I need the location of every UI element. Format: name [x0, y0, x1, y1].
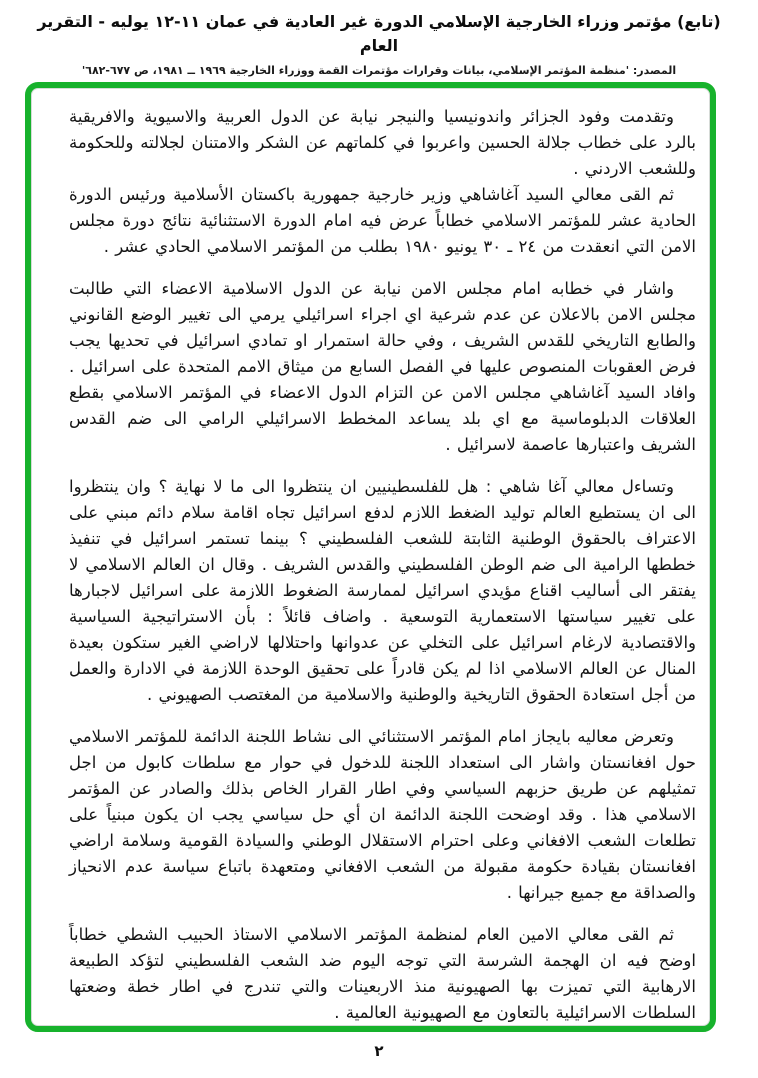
paragraph-3: واشار في خطابه امام مجلس الامن نيابة عن الدول الاسلامية الاعضاء التي طالبت مجلس الامن بالاعلان عن عدم شرعية اي اجراء اسرائيلي يرمي الى تغيير الوضع القانوني والطابع التاريخي للقدس الشريف ، وفي حالة استمرار او تمادي اسرائيل في تحديها يجب فرض العقوبات المنصوص عليها في الفصل السابع من ميثاق الامم المتحدة على اسرائيل . وافاد السيد آغاشاهي مجلس الامن عن التزام الدول الاعضاء في المؤتمر الاسلامي بقطع العلاقات الدبلوماسية مع اي بلد يساعد المخطط الاسرائيلي الرامي الى ضم القدس الشريف واعتبارها عاصمة لاسرائيل .	[69, 279, 696, 454]
page-title: (تابع) مؤتمر وزراء الخارجية الإسلامي الدورة غير العادية في عمان ١١-١٢ يوليه - التقرير العام	[37, 12, 721, 55]
page-number: ٢	[374, 1042, 384, 1060]
paragraph-6: ثم القى معالي الامين العام لمنظمة المؤتمر الاسلامي الاستاذ الحبيب الشطي خطاباً اوضح فيه ان الهجمة الشرسة التي توجه اليوم ضد الشعب الفلسطيني لتؤكد الطبيعة الارهابية التي تميزت بها الصهيونية منذ الاربعينات والتي تندرج في اطار خطة وضعتها السلطات الاسرائيلية بالتعاون مع الصهيونية العالمية .	[69, 925, 696, 1022]
document-header	[0, 10, 758, 79]
paragraph-4: وتساءل معالي آغا شاهي : هل للفلسطينيين ان ينتظروا الى ما لا نهاية ؟ وان ينتظروا الى ان يستطيع العالم توليد الضغط اللازم لدفع اسرائيل تجاه اقامة سلام دائم مبني على الاعتراف بالحقوق الوطنية الثابتة للشعب الفلسطيني ؟ بينما تستمر اسرائيل في تنفيذ خططها الرامية الى ضم الوطن الفلسطيني والقدس الشريف . وقال ان العالم الاسلامي لا يفتقر الى أساليب اقناع مؤيدي اسرائيل لممارسة الضغوط اللازمة على اسرائيل لاجبارها على تغيير سياستها الاستعمارية التوسعية . واضاف قائلاً : بأن الاستراتيجية السياسية والاقتصادية لارغام اسرائيل على التخلي عن عدوانها واحتلالها لاراضي الغير ستكون بعيدة المنال عن العالم الاسلامي اذا لم يكن قادراً على تحقيق الوحدة اللازمة في الادارة والعمل من أجل استعادة الحقوق التاريخية والوطنية والاسلامية من المغتصب الصهيوني .	[69, 477, 696, 704]
paragraph-2: ثم القى معالي السيد آغاشاهي وزير خارجية جمهورية باكستان الأسلامية ورئيس الدورة الحادية عشر للمؤتمر الاسلامي خطاباً عرض فيه امام الدورة الاستثنائية نتائج دورة مجلس الامن التي انعقدت من ٢٤ ـ ٣٠ يونيو ١٩٨٠ بطلب من المؤتمر الاسلامي الحادي عشر .	[69, 185, 696, 256]
paragraph-1: وتقدمت وفود الجزائر واندونيسيا والنيجر نيابة عن الدول العربية والاسيوية والافريقية بالرد على خطاب جلالة الحسين واعربوا في كلماتهم عن الشكر والامتنان لجلالته وللحكومة وللشعب الاردني .	[69, 107, 696, 178]
content-frame	[25, 82, 716, 1032]
source-line: المصدر: 'منظمة المؤتمر الإسلامي، بيانات وقرارات مؤتمرات القمة ووزراء الخارجية ١٩٦٩ ــ ١٩٨١، ص ٦٧٧-٦٨٢'	[81, 64, 677, 77]
paragraph-5: وتعرض معاليه بايجاز امام المؤتمر الاستثنائي الى نشاط اللجنة الدائمة للمؤتمر الاسلامي حول افغانستان واشار الى استعداد اللجنة للدخول في حوار مع سلطات كابول من اجل تمثيلهم عن طريق حزبهم السياسي وفي اطار القرار الخاص بذلك والصادر عن المؤتمر الاسلامي هذا . وقد اوضحت اللجنة الدائمة ان أي حل سياسي يجب ان يكون مبنياً على تطلعات الشعب الافغاني وعلى احترام الاستقلال الوطني والسيادة القومية وسلامة اراضي افغانستان بقيادة حكومة مقبولة من الشعب الافغاني ومتعهدة باتباع سياسة عدم الانحياز والصداقة مع جميع جيرانها .	[69, 727, 696, 902]
